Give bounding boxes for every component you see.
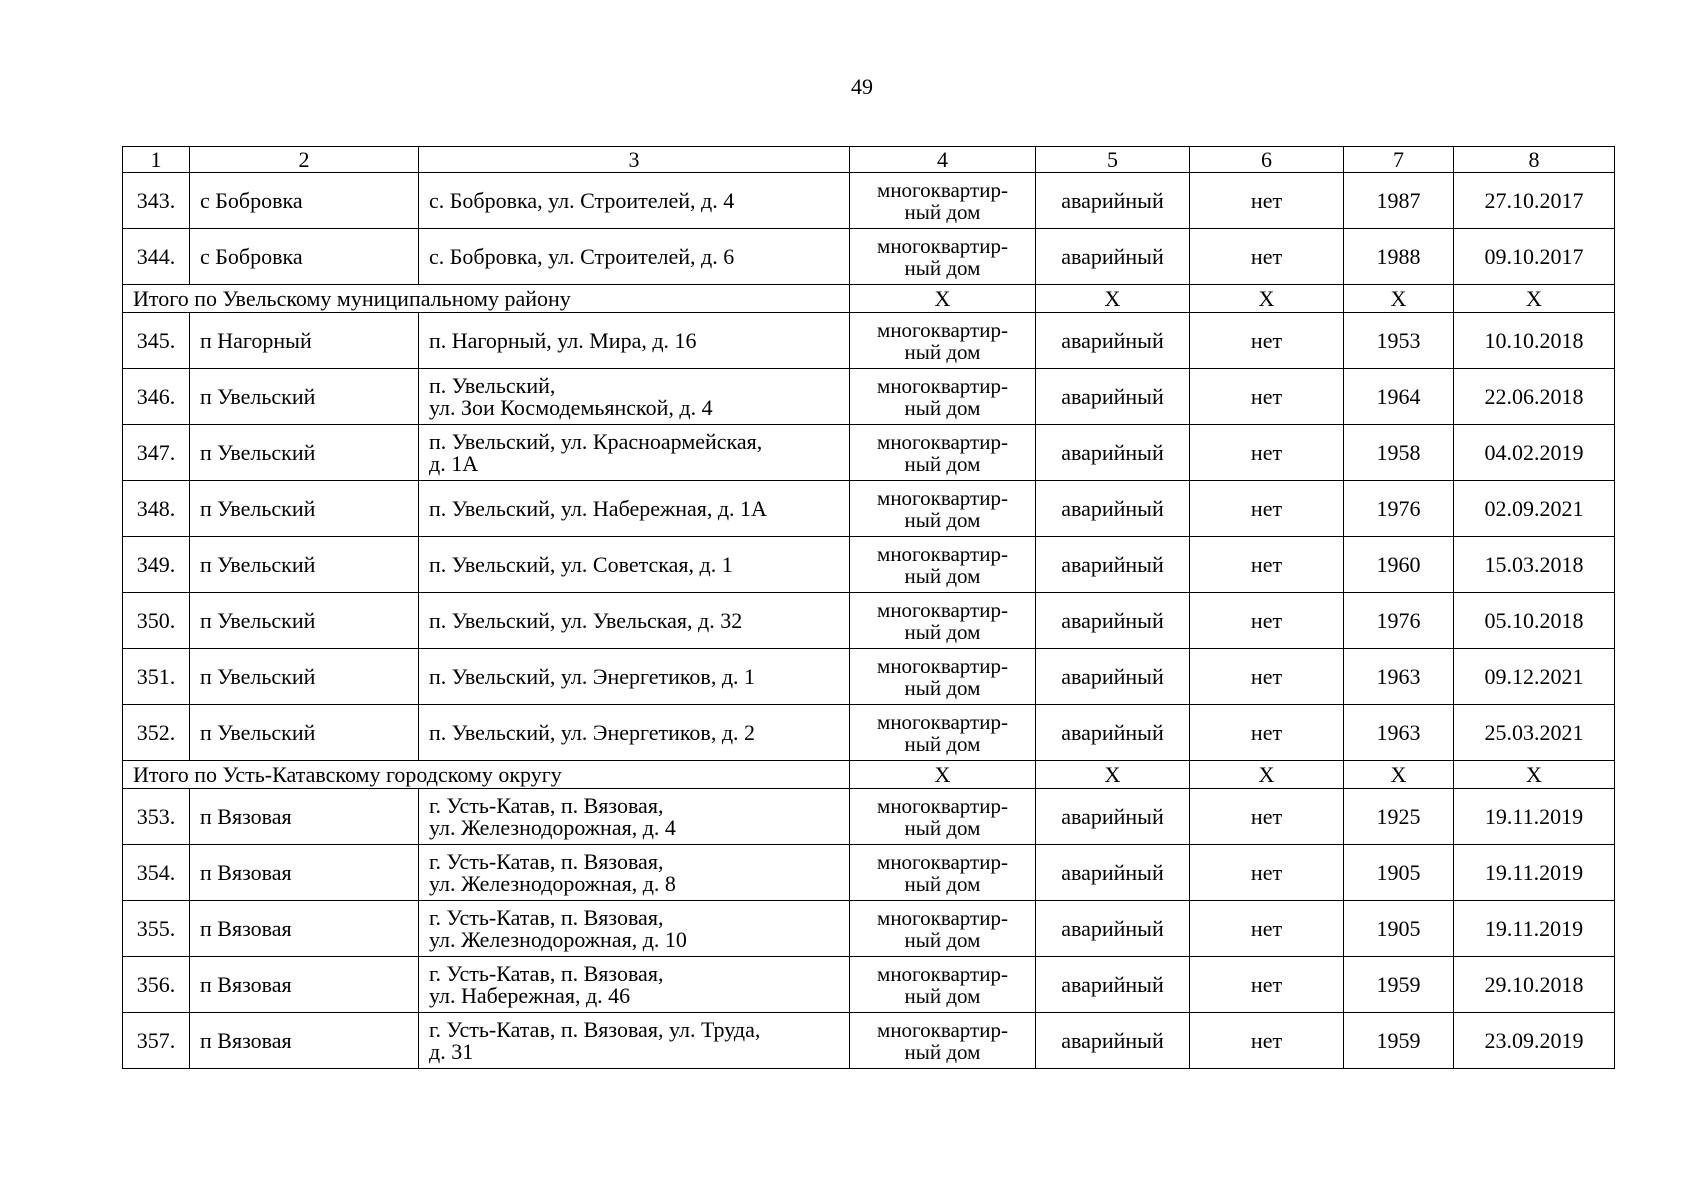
column-number-cell: 5 [1036,147,1190,173]
address-cell: г. Усть-Катав, п. Вязовая, ул. Набережная, д. 46 [419,957,850,1013]
row-number: 344. [123,229,190,285]
year-cell: 1959 [1344,1013,1454,1069]
address-cell: г. Усть-Катав, п. Вязовая, ул. Железнодорожная, д. 4 [419,789,850,845]
column-6-cell: нет [1190,789,1344,845]
row-number: 348. [123,481,190,537]
date-cell: 27.10.2017 [1454,173,1615,229]
table-row [123,425,1615,481]
date-cell: 10.10.2018 [1454,313,1615,369]
condition-cell: аварийный [1036,649,1190,705]
date-cell: 09.12.2021 [1454,649,1615,705]
column-number-cell: 1 [123,147,190,173]
row-number: 347. [123,425,190,481]
page-number: 49 [851,74,873,99]
address-cell: п. Увельский, ул. Советская, д. 1 [419,537,850,593]
subtotal-row [123,761,1615,789]
column-6-cell: нет [1190,593,1344,649]
building-type-cell: многоквартир- ный дом [850,649,1036,705]
subtotal-row [123,285,1615,313]
column-6-cell: нет [1190,705,1344,761]
column-6-cell: нет [1190,957,1344,1013]
column-6-cell: нет [1190,229,1344,285]
table-row [123,173,1615,229]
column-6-cell: нет [1190,649,1344,705]
column-6-cell: нет [1190,481,1344,537]
condition-cell: аварийный [1036,537,1190,593]
year-cell: 1988 [1344,229,1454,285]
building-type-cell: многоквартир- ный дом [850,313,1036,369]
subtotal-mark: X [1344,761,1454,789]
column-6-cell: нет [1190,1013,1344,1069]
year-cell: 1976 [1344,593,1454,649]
row-number: 346. [123,369,190,425]
emergency-housing-table [122,146,1615,1069]
row-number: 349. [123,537,190,593]
subtotal-label: Итого по Усть-Катавскому городскому округу [123,761,850,789]
subtotal-mark: X [1036,285,1190,313]
condition-cell: аварийный [1036,369,1190,425]
building-type-cell: многоквартир- ный дом [850,1013,1036,1069]
subtotal-mark: X [850,285,1036,313]
building-type-cell: многоквартир- ный дом [850,789,1036,845]
table-row [123,537,1615,593]
year-cell: 1976 [1344,481,1454,537]
settlement-cell: п Увельский [190,425,419,481]
column-6-cell: нет [1190,901,1344,957]
column-number-cell: 7 [1344,147,1454,173]
row-number: 352. [123,705,190,761]
date-cell: 19.11.2019 [1454,901,1615,957]
date-cell: 23.09.2019 [1454,1013,1615,1069]
subtotal-mark: X [850,761,1036,789]
column-number-cell: 3 [419,147,850,173]
table-row [123,229,1615,285]
column-number-cell: 4 [850,147,1036,173]
subtotal-mark: X [1454,285,1615,313]
condition-cell: аварийный [1036,313,1190,369]
row-number: 351. [123,649,190,705]
column-number-cell: 6 [1190,147,1344,173]
table-row [123,481,1615,537]
condition-cell: аварийный [1036,481,1190,537]
building-type-cell: многоквартир- ный дом [850,705,1036,761]
row-number: 343. [123,173,190,229]
building-type-cell: многоквартир- ный дом [850,537,1036,593]
table-row [123,845,1615,901]
building-type-cell: многоквартир- ный дом [850,481,1036,537]
table-row [123,789,1615,845]
date-cell: 25.03.2021 [1454,705,1615,761]
date-cell: 04.02.2019 [1454,425,1615,481]
table-row [123,593,1615,649]
building-type-cell: многоквартир- ный дом [850,369,1036,425]
condition-cell: аварийный [1036,229,1190,285]
column-6-cell: нет [1190,425,1344,481]
settlement-cell: с Бобровка [190,173,419,229]
year-cell: 1964 [1344,369,1454,425]
row-number: 345. [123,313,190,369]
row-number: 355. [123,901,190,957]
column-6-cell: нет [1190,537,1344,593]
year-cell: 1925 [1344,789,1454,845]
year-cell: 1963 [1344,649,1454,705]
row-number: 353. [123,789,190,845]
settlement-cell: п Вязовая [190,901,419,957]
column-6-cell: нет [1190,313,1344,369]
condition-cell: аварийный [1036,173,1190,229]
subtotal-mark: X [1344,285,1454,313]
address-cell: п. Нагорный, ул. Мира, д. 16 [419,313,850,369]
date-cell: 02.09.2021 [1454,481,1615,537]
subtotal-mark: X [1036,761,1190,789]
subtotal-mark: X [1190,761,1344,789]
year-cell: 1959 [1344,957,1454,1013]
column-6-cell: нет [1190,845,1344,901]
address-cell: п. Увельский, ул. Набережная, д. 1А [419,481,850,537]
address-cell: г. Усть-Катав, п. Вязовая, ул. Труда, д. 31 [419,1013,850,1069]
table-row [123,369,1615,425]
settlement-cell: п Увельский [190,481,419,537]
address-cell: п. Увельский, ул. Увельская, д. 32 [419,593,850,649]
settlement-cell: п Увельский [190,593,419,649]
year-cell: 1987 [1344,173,1454,229]
address-cell: г. Усть-Катав, п. Вязовая, ул. Железнодорожная, д. 10 [419,901,850,957]
subtotal-mark: X [1454,761,1615,789]
year-cell: 1905 [1344,845,1454,901]
date-cell: 22.06.2018 [1454,369,1615,425]
year-cell: 1905 [1344,901,1454,957]
address-cell: п. Увельский, ул. Энергетиков, д. 1 [419,649,850,705]
table-row [123,705,1615,761]
table-row [123,649,1615,705]
building-type-cell: многоквартир- ный дом [850,901,1036,957]
condition-cell: аварийный [1036,1013,1190,1069]
date-cell: 15.03.2018 [1454,537,1615,593]
column-6-cell: нет [1190,369,1344,425]
table-row [123,901,1615,957]
building-type-cell: многоквартир- ный дом [850,173,1036,229]
settlement-cell: п Вязовая [190,957,419,1013]
address-cell: п. Увельский, ул. Красноармейская, д. 1А [419,425,850,481]
column-number-cell: 2 [190,147,419,173]
settlement-cell: п Увельский [190,705,419,761]
condition-cell: аварийный [1036,957,1190,1013]
condition-cell: аварийный [1036,705,1190,761]
subtotal-mark: X [1190,285,1344,313]
settlement-cell: с Бобровка [190,229,419,285]
column-6-cell: нет [1190,173,1344,229]
date-cell: 05.10.2018 [1454,593,1615,649]
condition-cell: аварийный [1036,789,1190,845]
table-row [123,1013,1615,1069]
building-type-cell: многоквартир- ный дом [850,425,1036,481]
table-row [123,957,1615,1013]
settlement-cell: п Вязовая [190,845,419,901]
table-body [123,147,1615,1069]
subtotal-label: Итого по Увельскому муниципальному району [123,285,850,313]
settlement-cell: п Увельский [190,369,419,425]
date-cell: 09.10.2017 [1454,229,1615,285]
condition-cell: аварийный [1036,845,1190,901]
year-cell: 1963 [1344,705,1454,761]
settlement-cell: п Вязовая [190,1013,419,1069]
date-cell: 19.11.2019 [1454,789,1615,845]
address-cell: с. Бобровка, ул. Строителей, д. 6 [419,229,850,285]
row-number: 354. [123,845,190,901]
building-type-cell: многоквартир- ный дом [850,229,1036,285]
row-number: 350. [123,593,190,649]
condition-cell: аварийный [1036,901,1190,957]
settlement-cell: п Вязовая [190,789,419,845]
building-type-cell: многоквартир- ный дом [850,593,1036,649]
row-number: 357. [123,1013,190,1069]
address-cell: г. Усть-Катав, п. Вязовая, ул. Железнодорожная, д. 8 [419,845,850,901]
settlement-cell: п Нагорный [190,313,419,369]
date-cell: 19.11.2019 [1454,845,1615,901]
column-number-row [123,147,1615,173]
date-cell: 29.10.2018 [1454,957,1615,1013]
settlement-cell: п Увельский [190,649,419,705]
settlement-cell: п Увельский [190,537,419,593]
row-number: 356. [123,957,190,1013]
column-number-cell: 8 [1454,147,1615,173]
address-cell: п. Увельский, ул. Зои Космодемьянской, д. 4 [419,369,850,425]
condition-cell: аварийный [1036,425,1190,481]
year-cell: 1960 [1344,537,1454,593]
building-type-cell: многоквартир- ный дом [850,845,1036,901]
address-cell: п. Увельский, ул. Энергетиков, д. 2 [419,705,850,761]
year-cell: 1958 [1344,425,1454,481]
year-cell: 1953 [1344,313,1454,369]
table-row [123,313,1615,369]
condition-cell: аварийный [1036,593,1190,649]
building-type-cell: многоквартир- ный дом [850,957,1036,1013]
address-cell: с. Бобровка, ул. Строителей, д. 4 [419,173,850,229]
